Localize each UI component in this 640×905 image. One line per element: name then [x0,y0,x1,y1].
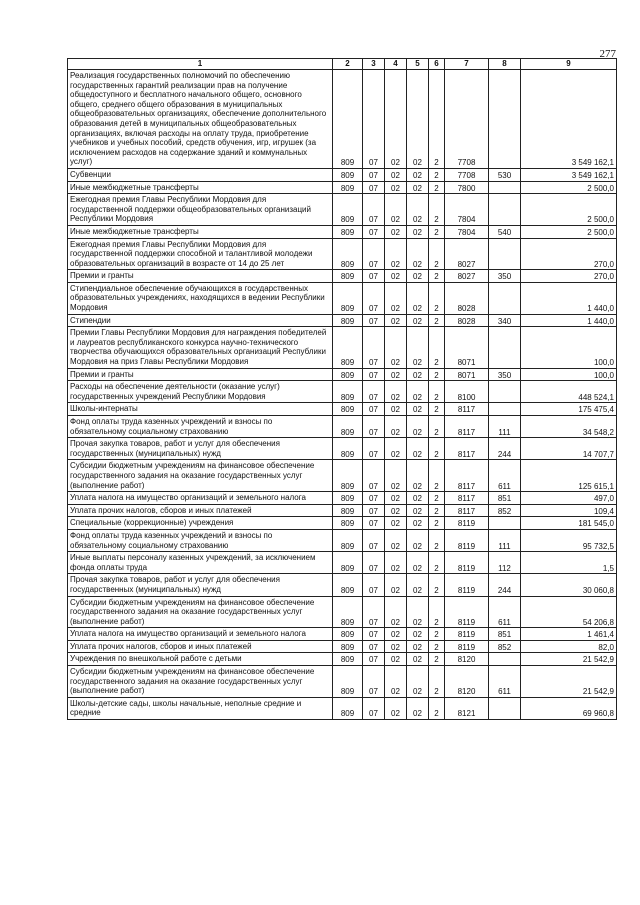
table-row [68,640,617,653]
target-article-code: 8120 [445,653,489,666]
program-code: 02 [407,381,429,403]
expense-type-code: 350 [489,368,521,381]
table-row [68,504,617,517]
subprogram-code: 2 [429,438,445,460]
amount: 448 524,1 [521,381,617,403]
target-article-code: 8117 [445,492,489,505]
row-label: Иные межбюджетные трансферты [68,181,333,194]
section-code: 07 [363,596,385,628]
amount: 54 206,8 [521,596,617,628]
row-label: Уплата налога на имущество организаций и земельного налога [68,492,333,505]
target-article-code: 8117 [445,416,489,438]
expense-type-code: 244 [489,574,521,596]
amount: 95 732,5 [521,529,617,551]
amount: 21 542,9 [521,666,617,698]
table-body [68,70,617,720]
ministry-code: 809 [333,552,363,574]
program-code: 02 [407,225,429,238]
program-code: 02 [407,596,429,628]
program-code: 02 [407,282,429,314]
target-article-code: 8117 [445,460,489,492]
row-label: Стипендии [68,314,333,327]
section-code: 07 [363,225,385,238]
target-article-code: 8027 [445,270,489,283]
program-code: 02 [407,238,429,270]
row-label: Уплата налога на имущество организаций и земельного налога [68,628,333,641]
row-label: Прочая закупка товаров, работ и услуг для обеспечения государственных (муниципальных) нужд [68,574,333,596]
amount: 34 548,2 [521,416,617,438]
expense-type-code: 611 [489,666,521,698]
section-code: 07 [363,653,385,666]
table-row [68,314,617,327]
program-code: 02 [407,574,429,596]
subsection-code: 02 [385,628,407,641]
program-code: 02 [407,628,429,641]
ministry-code: 809 [333,666,363,698]
subsection-code: 02 [385,225,407,238]
subsection-code: 02 [385,438,407,460]
row-label: Прочая закупка товаров, работ и услуг для обеспечения государственных (муниципальных) нужд [68,438,333,460]
column-header: 5 [407,59,429,70]
expense-type-code [489,653,521,666]
section-code: 07 [363,574,385,596]
subsection-code: 02 [385,574,407,596]
column-header: 4 [385,59,407,70]
expense-type-code: 111 [489,416,521,438]
program-code: 02 [407,368,429,381]
table-row [68,596,617,628]
section-code: 07 [363,314,385,327]
section-code: 07 [363,194,385,226]
row-label: Специальные (коррекционные) учреждения [68,517,333,530]
expense-type-code: 851 [489,492,521,505]
program-code: 02 [407,416,429,438]
row-label: Фонд оплаты труда казенных учреждений и взносы по обязательному социальному страхованию [68,416,333,438]
ministry-code: 809 [333,517,363,530]
row-label: Премии Главы Республики Мордовия для награждения победителей и лауреатов республиканского конкурса научно-технического творчества обучающихся образовательных организаций Республики Мордовия на приз Главы Республики Мордовия [68,327,333,368]
amount: 270,0 [521,270,617,283]
page-number: 277 [599,48,616,60]
table-row [68,574,617,596]
ministry-code: 809 [333,381,363,403]
target-article-code: 8119 [445,640,489,653]
subsection-code: 02 [385,640,407,653]
subsection-code: 02 [385,460,407,492]
expense-type-code: 540 [489,225,521,238]
amount: 1 440,0 [521,282,617,314]
ministry-code: 809 [333,504,363,517]
target-article-code: 8100 [445,381,489,403]
expense-type-code [489,70,521,169]
column-header: 1 [68,59,333,70]
program-code: 02 [407,403,429,416]
section-code: 07 [363,492,385,505]
ministry-code: 809 [333,282,363,314]
subsection-code: 02 [385,314,407,327]
table-row [68,460,617,492]
target-article-code: 8117 [445,438,489,460]
subsection-code: 02 [385,168,407,181]
subprogram-code: 2 [429,327,445,368]
amount: 175 475,4 [521,403,617,416]
row-label: Ежегодная премия Главы Республики Мордовия для государственной поддержки способной и талантливой молодежи образовательных организаций в возрасте от 14 до 25 лет [68,238,333,270]
section-code: 07 [363,238,385,270]
subprogram-code: 2 [429,574,445,596]
program-code: 02 [407,517,429,530]
ministry-code: 809 [333,225,363,238]
table-row [68,368,617,381]
amount: 497,0 [521,492,617,505]
row-label: Субсидии бюджетным учреждениям на финансовое обеспечение государственного задания на оказание государственных услуг (выполнение работ) [68,666,333,698]
subsection-code: 02 [385,529,407,551]
row-label: Реализация государственных полномочий по обеспечению государственных гарантий реализации прав на получение общедоступного и бесплатного начального общего, основного общего, среднего общего образования в муниципальных общеобразовательных организациях, обеспечение дополнительного образования детей в муниципальных общеобразовательных организациях, включая расходы на оплату труда, приобретение учебников и учебных пособий, средств обучения, игр, игрушек (за исключением расходов на содержание зданий и коммунальных услуг) [68,70,333,169]
table-row [68,270,617,283]
header-row [68,59,617,70]
section-code: 07 [363,368,385,381]
expense-type-code: 340 [489,314,521,327]
expense-type-code [489,238,521,270]
subprogram-code: 2 [429,596,445,628]
target-article-code: 8027 [445,238,489,270]
target-article-code: 8117 [445,403,489,416]
subprogram-code: 2 [429,552,445,574]
column-header: 3 [363,59,385,70]
program-code: 02 [407,181,429,194]
ministry-code: 809 [333,460,363,492]
section-code: 07 [363,666,385,698]
expense-type-code: 611 [489,596,521,628]
subsection-code: 02 [385,492,407,505]
table-row [68,653,617,666]
subsection-code: 02 [385,416,407,438]
amount: 2 500,0 [521,225,617,238]
row-label: Уплата прочих налогов, сборов и иных платежей [68,640,333,653]
subsection-code: 02 [385,596,407,628]
subsection-code: 02 [385,368,407,381]
row-label: Фонд оплаты труда казенных учреждений и взносы по обязательному социальному страхованию [68,529,333,551]
ministry-code: 809 [333,416,363,438]
expense-type-code [489,327,521,368]
section-code: 07 [363,640,385,653]
subprogram-code: 2 [429,504,445,517]
row-label: Ежегодная премия Главы Республики Мордовия для государственной поддержки общеобразовательных организаций Республики Мордовия [68,194,333,226]
ministry-code: 809 [333,327,363,368]
row-label: Иные межбюджетные трансферты [68,225,333,238]
expense-type-code: 851 [489,628,521,641]
ministry-code: 809 [333,628,363,641]
row-label: Стипендиальное обеспечение обучающихся в государственных образовательных учреждениях, находящихся в ведении Республики Мордовия [68,282,333,314]
expense-type-code: 611 [489,460,521,492]
section-code: 07 [363,403,385,416]
row-label: Иные выплаты персоналу казенных учреждений, за исключением фонда оплаты труда [68,552,333,574]
subsection-code: 02 [385,238,407,270]
expense-type-code [489,194,521,226]
row-label: Премии и гранты [68,368,333,381]
program-code: 02 [407,653,429,666]
target-article-code: 7804 [445,194,489,226]
expense-type-code: 530 [489,168,521,181]
table-row [68,666,617,698]
table-row [68,552,617,574]
expense-type-code: 852 [489,504,521,517]
expense-type-code: 112 [489,552,521,574]
amount: 100,0 [521,327,617,368]
ministry-code: 809 [333,181,363,194]
ministry-code: 809 [333,697,363,719]
table-row [68,225,617,238]
program-code: 02 [407,552,429,574]
expense-type-code: 111 [489,529,521,551]
target-article-code: 8117 [445,504,489,517]
amount: 3 549 162,1 [521,70,617,169]
subprogram-code: 2 [429,225,445,238]
target-article-code: 7804 [445,225,489,238]
table-row [68,327,617,368]
ministry-code: 809 [333,314,363,327]
section-code: 07 [363,529,385,551]
subprogram-code: 2 [429,492,445,505]
table-row [68,416,617,438]
subprogram-code: 2 [429,460,445,492]
ministry-code: 809 [333,640,363,653]
target-article-code: 8119 [445,529,489,551]
section-code: 07 [363,517,385,530]
subprogram-code: 2 [429,697,445,719]
target-article-code: 8119 [445,574,489,596]
subprogram-code: 2 [429,181,445,194]
subsection-code: 02 [385,270,407,283]
subsection-code: 02 [385,504,407,517]
ministry-code: 809 [333,653,363,666]
section-code: 07 [363,697,385,719]
program-code: 02 [407,460,429,492]
program-code: 02 [407,70,429,169]
row-label: Школы-детские сады, школы начальные, неполные средние и средние [68,697,333,719]
ministry-code: 809 [333,194,363,226]
subsection-code: 02 [385,653,407,666]
subprogram-code: 2 [429,628,445,641]
row-label: Премии и гранты [68,270,333,283]
target-article-code: 8121 [445,697,489,719]
section-code: 07 [363,381,385,403]
budget-table [67,58,617,720]
table-row [68,238,617,270]
program-code: 02 [407,492,429,505]
table-row [68,438,617,460]
amount: 1 440,0 [521,314,617,327]
subprogram-code: 2 [429,653,445,666]
subsection-code: 02 [385,666,407,698]
subsection-code: 02 [385,194,407,226]
program-code: 02 [407,327,429,368]
subsection-code: 02 [385,181,407,194]
ministry-code: 809 [333,168,363,181]
subsection-code: 02 [385,381,407,403]
table-row [68,381,617,403]
ministry-code: 809 [333,368,363,381]
ministry-code: 809 [333,596,363,628]
subsection-code: 02 [385,552,407,574]
subprogram-code: 2 [429,666,445,698]
row-label: Расходы на обеспечение деятельности (оказание услуг) государственных учреждений Республики Мордовия [68,381,333,403]
section-code: 07 [363,327,385,368]
amount: 100,0 [521,368,617,381]
target-article-code: 8119 [445,628,489,641]
column-header: 6 [429,59,445,70]
amount: 1,5 [521,552,617,574]
subprogram-code: 2 [429,403,445,416]
subsection-code: 02 [385,517,407,530]
section-code: 07 [363,438,385,460]
subsection-code: 02 [385,70,407,169]
section-code: 07 [363,552,385,574]
program-code: 02 [407,270,429,283]
ministry-code: 809 [333,70,363,169]
subprogram-code: 2 [429,282,445,314]
amount: 181 545,0 [521,517,617,530]
target-article-code: 8028 [445,314,489,327]
table-row [68,70,617,169]
table-row [68,168,617,181]
row-label: Субсидии бюджетным учреждениям на финансовое обеспечение государственного задания на оказание государственных услуг (выполнение работ) [68,460,333,492]
ministry-code: 809 [333,492,363,505]
subprogram-code: 2 [429,194,445,226]
table-row [68,181,617,194]
subprogram-code: 2 [429,368,445,381]
section-code: 07 [363,70,385,169]
amount: 1 461,4 [521,628,617,641]
program-code: 02 [407,640,429,653]
subprogram-code: 2 [429,70,445,169]
subprogram-code: 2 [429,416,445,438]
row-label: Субсидии бюджетным учреждениям на финансовое обеспечение государственного задания на оказание государственных услуг (выполнение работ) [68,596,333,628]
section-code: 07 [363,181,385,194]
section-code: 07 [363,504,385,517]
table-row [68,194,617,226]
amount: 21 542,9 [521,653,617,666]
expense-type-code: 244 [489,438,521,460]
subsection-code: 02 [385,282,407,314]
target-article-code: 8119 [445,596,489,628]
section-code: 07 [363,460,385,492]
ministry-code: 809 [333,403,363,416]
program-code: 02 [407,314,429,327]
subprogram-code: 2 [429,381,445,403]
ministry-code: 809 [333,438,363,460]
target-article-code: 8071 [445,327,489,368]
expense-type-code: 852 [489,640,521,653]
table-row [68,492,617,505]
target-article-code: 7708 [445,168,489,181]
target-article-code: 7708 [445,70,489,169]
amount: 3 549 162,1 [521,168,617,181]
target-article-code: 8119 [445,517,489,530]
target-article-code: 8120 [445,666,489,698]
section-code: 07 [363,628,385,641]
amount: 14 707,7 [521,438,617,460]
expense-type-code [489,697,521,719]
expense-type-code [489,403,521,416]
amount: 30 060,8 [521,574,617,596]
section-code: 07 [363,282,385,314]
section-code: 07 [363,168,385,181]
subprogram-code: 2 [429,517,445,530]
expense-type-code [489,517,521,530]
table-row [68,628,617,641]
program-code: 02 [407,529,429,551]
target-article-code: 8071 [445,368,489,381]
column-header: 8 [489,59,521,70]
subprogram-code: 2 [429,168,445,181]
ministry-code: 809 [333,238,363,270]
amount: 2 500,0 [521,181,617,194]
target-article-code: 7800 [445,181,489,194]
ministry-code: 809 [333,529,363,551]
subsection-code: 02 [385,403,407,416]
target-article-code: 8119 [445,552,489,574]
target-article-code: 8028 [445,282,489,314]
table-row [68,697,617,719]
program-code: 02 [407,666,429,698]
amount: 270,0 [521,238,617,270]
program-code: 02 [407,168,429,181]
program-code: 02 [407,438,429,460]
row-label: Учреждения по внешкольной работе с детьми [68,653,333,666]
column-header: 9 [521,59,617,70]
program-code: 02 [407,697,429,719]
amount: 125 615,1 [521,460,617,492]
program-code: 02 [407,504,429,517]
section-code: 07 [363,270,385,283]
subprogram-code: 2 [429,314,445,327]
expense-type-code [489,282,521,314]
expense-type-code: 350 [489,270,521,283]
amount: 109,4 [521,504,617,517]
subprogram-code: 2 [429,529,445,551]
row-label: Уплата прочих налогов, сборов и иных платежей [68,504,333,517]
column-header: 7 [445,59,489,70]
ministry-code: 809 [333,270,363,283]
ministry-code: 809 [333,574,363,596]
table-row [68,517,617,530]
subprogram-code: 2 [429,270,445,283]
row-label: Школы-интернаты [68,403,333,416]
subprogram-code: 2 [429,640,445,653]
amount: 69 960,8 [521,697,617,719]
column-header: 2 [333,59,363,70]
table-row [68,529,617,551]
subsection-code: 02 [385,697,407,719]
section-code: 07 [363,416,385,438]
table-row [68,282,617,314]
row-label: Субвенции [68,168,333,181]
program-code: 02 [407,194,429,226]
amount: 2 500,0 [521,194,617,226]
amount: 82,0 [521,640,617,653]
subsection-code: 02 [385,327,407,368]
expense-type-code [489,181,521,194]
subprogram-code: 2 [429,238,445,270]
expense-type-code [489,381,521,403]
table-row [68,403,617,416]
